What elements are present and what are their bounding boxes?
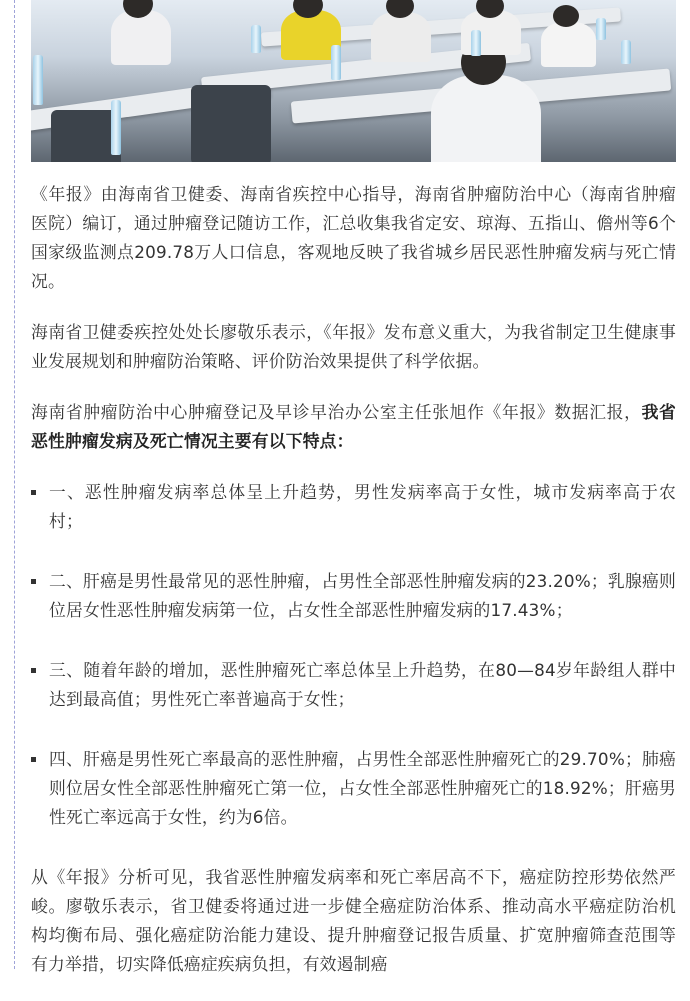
- paragraph-report-summary: [31, 398, 676, 456]
- list-item: [31, 478, 676, 536]
- paragraph-conclusion: 从《年报》分析可见，我省恶性肿瘤发病率和死亡率居高不下，癌症防控形势依然严峻。廖敬乐表示，省卫健委将通过进一步健全癌症防治体系、推动高水平癌症防治机构均衡布局、强化癌症防治能力建设、提升肿瘤登记报告质量、扩宽肿瘤筛查范围等有力举措，切实降低癌症疾病负担，有效遏制癌: [31, 867, 676, 974]
- list-item: [31, 745, 676, 832]
- square-bullet-icon: [31, 579, 36, 584]
- finding-text: 一、恶性肿瘤发病率总体呈上升趋势，男性发病率高于女性，城市发病率高于农村；: [49, 482, 676, 531]
- report-summary-text: 海南省肿瘤防治中心肿瘤登记及早诊早治办公室主任张旭作《年报》数据汇报，: [31, 402, 642, 422]
- paragraph-intro: 《年报》由海南省卫健委、海南省疾控中心指导，海南省肿瘤防治中心（海南省肿瘤医院）编订，通过肿瘤登记随访工作，汇总收集我省定安、琼海、五指山、儋州等6个国家级监测点209.78万人口信息，客观地反映了我省城乡居民恶性肿瘤发病与死亡情况。: [31, 184, 676, 291]
- report-summary-bold: 我省恶性肿瘤发病及死亡情况主要有以下特点：: [31, 402, 676, 451]
- list-item: [31, 567, 676, 625]
- finding-text: 三、随着年龄的增加，恶性肿瘤死亡率总体呈上升趋势，在80—84岁年龄组人群中达到最高值；男性死亡率普遍高于女性；: [49, 660, 676, 709]
- finding-text: 四、肝癌是男性死亡率最高的恶性肿瘤，占男性全部恶性肿瘤死亡的29.70%；肺癌则位居女性全部恶性肿瘤死亡第一位，占女性全部恶性肿瘤死亡的18.92%；肝癌男性死亡率远高于女性，约为6倍。: [49, 749, 676, 827]
- square-bullet-icon: [31, 490, 36, 495]
- square-bullet-icon: [31, 757, 36, 762]
- list-item: [31, 656, 676, 714]
- square-bullet-icon: [31, 668, 36, 673]
- findings-list: [31, 478, 676, 832]
- article-body: [31, 180, 676, 1001]
- left-dashed-border: [14, 0, 15, 969]
- conference-photo: [31, 0, 676, 162]
- finding-text: 二、肝癌是男性最常见的恶性肿瘤，占男性全部恶性肿瘤发病的23.20%；乳腺癌则位居女性恶性肿瘤发病第一位，占女性全部恶性肿瘤发病的17.43%；: [49, 571, 676, 620]
- paragraph-official-statement: 海南省卫健委疾控处处长廖敬乐表示，《年报》发布意义重大，为我省制定卫生健康事业发展规划和肿瘤防治策略、评价防治效果提供了科学依据。: [31, 322, 676, 371]
